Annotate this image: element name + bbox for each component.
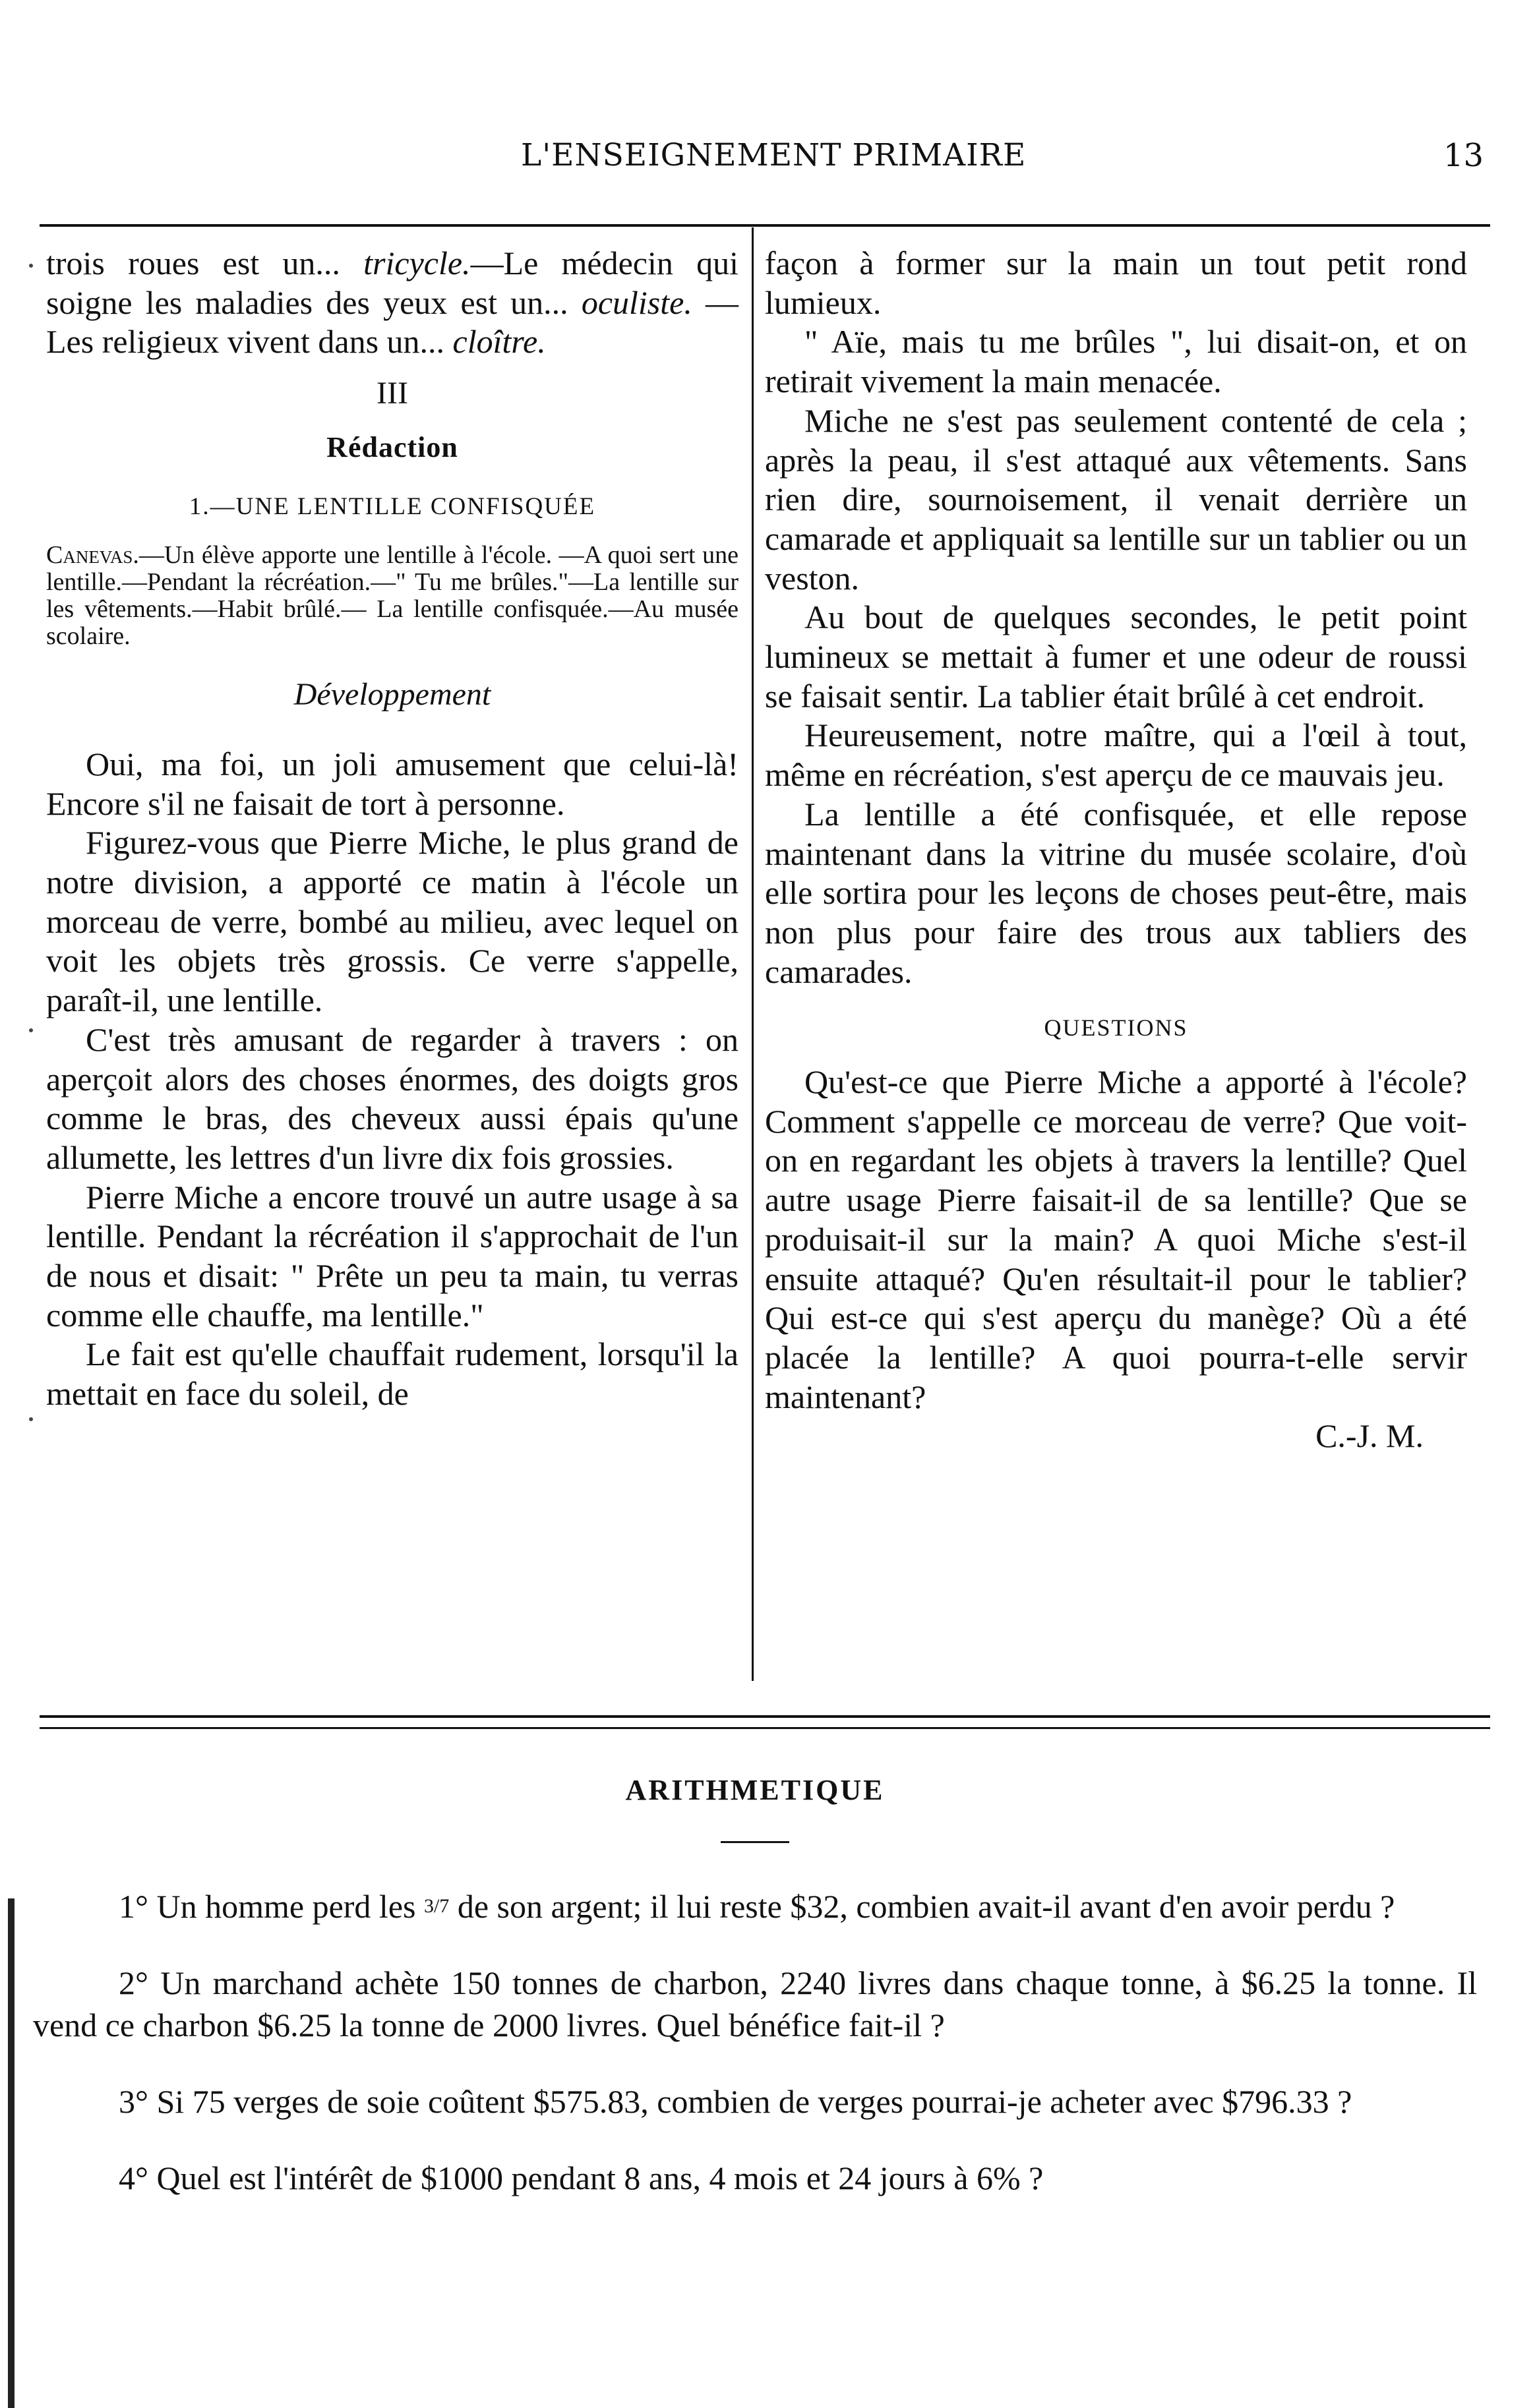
intro-text-2: —Le médecin qui soigne les maladies des yeux est un... <box>46 245 739 321</box>
problem-3-number: 3° <box>119 2083 148 2120</box>
page-header <box>40 129 1490 189</box>
left-paragraph-5: Le fait est qu'elle chauffait rudement, lorsqu'il la mettait en face du soleil, de <box>46 1336 738 1413</box>
binding-dot <box>29 1028 33 1032</box>
problem-1 <box>33 1885 1477 1927</box>
intro-text-1: trois roues est un... <box>46 245 340 281</box>
intro-answer-1: tricycle. <box>363 245 471 281</box>
left-column <box>46 244 738 1414</box>
problem-1-text-after: de son argent; il lui reste $32, combien avait-il avant d'en avoir perdu ? <box>457 1888 1395 1925</box>
right-paragraph-4: Au bout de quelques secondes, le petit point lumineux se mettait à fumer et une odeur de roussi se faisait sentir. La tablier était brûlé à cet endroit. <box>765 599 1467 715</box>
problem-3-text: Si 75 verges de soie coûtent $575.83, combien de verges pourrai-je acheter avec $796.33 ? <box>156 2083 1352 2120</box>
section-double-rule-top <box>40 1715 1490 1718</box>
right-paragraph-6: La lentille a été confisquée, et elle repose maintenant dans la vitrine du musée scolaire, d'où elle sortira pour les leçons de choses peut-être, mais non plus pour faire des trous aux tabliers des camarades. <box>765 795 1467 990</box>
intro-answer-2: oculiste. <box>581 283 692 321</box>
right-paragraph-5: Heureusement, notre maître, qui a l'œil à tout, même en récréation, s'est aperçu de ce mauvais jeu. <box>765 717 1467 794</box>
problem-1-fraction: 3/7 <box>423 1895 450 1917</box>
problem-1-text-before: Un homme perd les <box>156 1888 416 1925</box>
section-double-rule-bottom <box>40 1727 1490 1729</box>
right-column <box>765 244 1467 1456</box>
item-title: 1.—UNE LENTILLE CONFISQUÉE <box>189 492 596 520</box>
header-rule <box>40 224 1490 227</box>
problem-4-text: Quel est l'intérêt de $1000 pendant 8 ans, 4 mois et 24 jours à 6% ? <box>156 2159 1044 2196</box>
arithmetic-section <box>33 1773 1477 2233</box>
problem-1-number: 1° <box>119 1888 148 1925</box>
intro-text-3: —Les religieux vivent dans un... <box>46 283 739 361</box>
intro-answer-3: cloître. <box>452 323 546 361</box>
binding-dot <box>29 1417 33 1421</box>
problem-2 <box>33 1962 1477 2046</box>
questions-title: QUESTIONS <box>1044 1014 1188 1042</box>
right-paragraph-2: " Aïe, mais tu me brûles ", lui disait-on, et on retirait vivement la main menacée. <box>765 323 1467 400</box>
intro-paragraph <box>46 244 738 362</box>
problem-3 <box>33 2080 1477 2123</box>
section-title: Rédaction <box>326 430 458 463</box>
development-title: Développement <box>293 677 491 713</box>
problem-4-number: 4° <box>119 2159 148 2196</box>
canevas <box>46 542 738 650</box>
left-paragraph-1: Oui, ma foi, un joli amusement que celui-là! Encore s'il ne faisait de tort à personne. <box>46 745 738 822</box>
left-paragraph-4: Pierre Miche a encore trouvé un autre usage à sa lentille. Pendant la récréation il s'approchait de l'un de nous et disait: " Prête un peu ta main, tu verras comme elle chauffe, ma lentille." <box>46 1178 738 1334</box>
page-number: 13 <box>1443 137 1484 174</box>
section-number: III <box>377 376 408 411</box>
binding-edge-mark <box>8 1898 15 2408</box>
questions-text: Qu'est-ce que Pierre Miche a apporté à l'école? Comment s'appelle ce morceau de verre? Que voit-on en regardant les objets à travers la lentille? Quel autre usage Pierre faisait-il de sa lentille? Que se produisait-il sur la main? A quoi Miche s'est-il ensuite attaqué? Qu'en résultait-il pour le tablier? Qui est-ce qui s'est aperçu du manège? Où a été placée la lentille? A quoi pourra-t-elle servir maintenant? <box>765 1063 1467 1415</box>
left-paragraph-3: C'est très amusant de regarder à travers : on aperçoit alors des choses énormes, des doigts gros comme le bras, des cheveux aussi épais qu'une allumette, les lettres d'un livre dix fois grossies. <box>46 1020 738 1176</box>
arithmetic-title: ARITHMETIQUE <box>625 1774 885 1806</box>
canevas-label: Canevas. <box>46 541 139 570</box>
problem-4 <box>33 2157 1477 2199</box>
arithmetic-title-rule <box>721 1841 789 1843</box>
right-paragraph-1: façon à former sur la main un tout petit rond lumieux. <box>765 245 1467 321</box>
canevas-text: —Un élève apporte une lentille à l'école. —A quoi sert une lentille.—Pendant la récréation.—" Tu me brûles."—La lentille sur les vêtements.—Habit brûlé.— La lentille confisquée.—Au musée scolaire. <box>46 541 738 651</box>
column-divider <box>752 227 754 1681</box>
signature: C.-J. M. <box>1315 1417 1424 1455</box>
problem-2-number: 2° <box>119 1964 148 2001</box>
left-paragraph-2: Figurez-vous que Pierre Miche, le plus grand de notre division, a apporté ce matin à l'école un morceau de verre, bombé au milieu, avec lequel on voit les objets très grossis. Ce verre s'appelle, paraît-il, une lentille. <box>46 824 738 1019</box>
problem-2-text: Un marchand achète 150 tonnes de charbon, 2240 livres dans chaque tonne, à $6.25 la tonne. Il vend ce charbon $6.25 la tonne de 2000 livres. Quel bénéfice fait-il ? <box>33 1964 1478 2043</box>
right-paragraph-3: Miche ne s'est pas seulement contenté de cela ; après la peau, il s'est attaqué aux vêtements. Sans rien dire, sournoisement, il venait derrière un camarade et appliquait sa lentille sur un tablier ou un veston. <box>765 401 1467 597</box>
running-title: L'ENSEIGNEMENT PRIMAIRE <box>521 137 1027 173</box>
binding-dot <box>29 264 33 268</box>
